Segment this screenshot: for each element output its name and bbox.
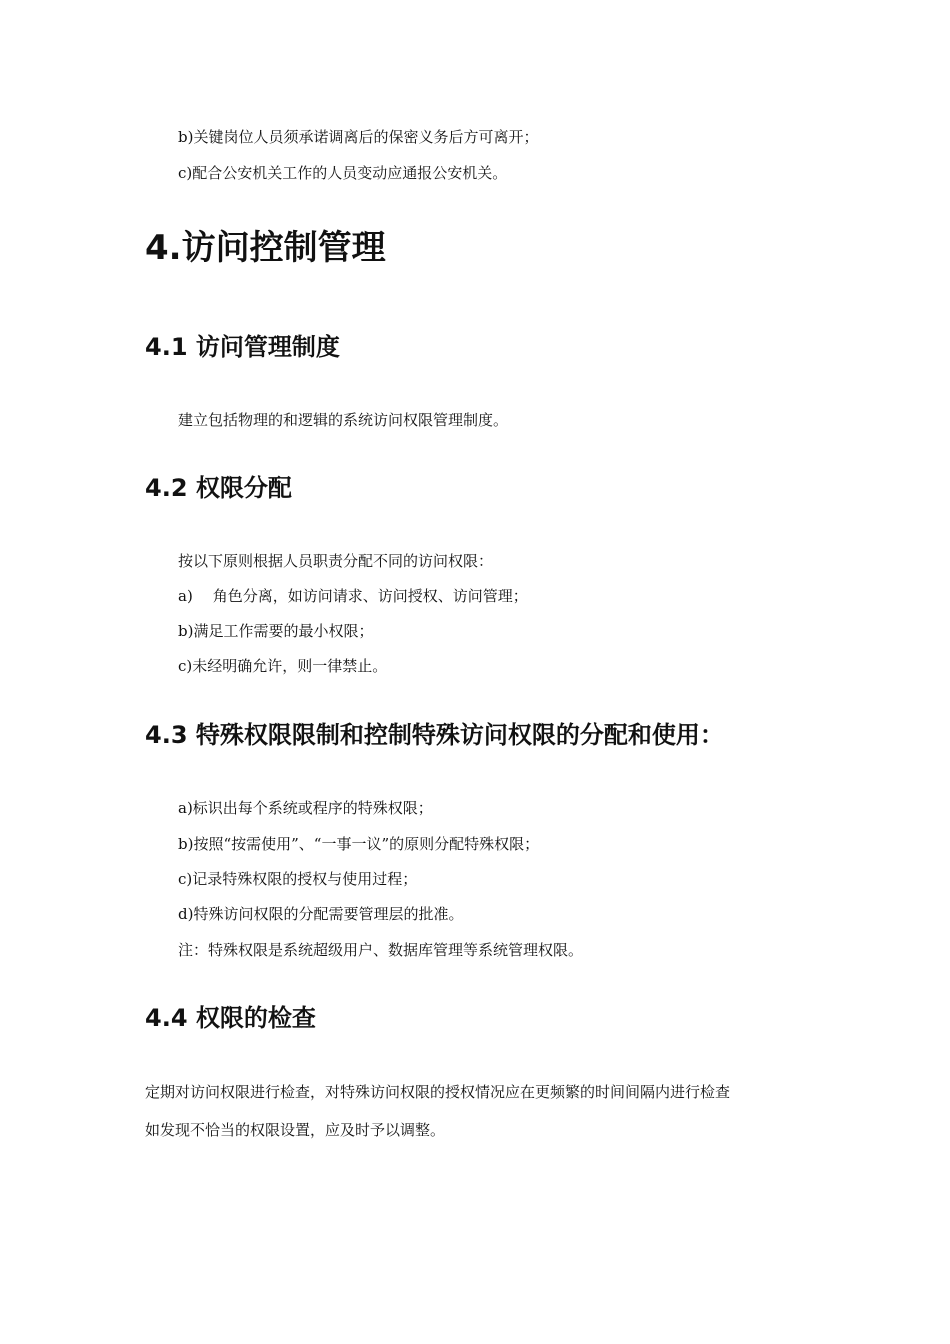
- list-item-c: c)配合公安机关工作的人员变动应通报公安机关。: [178, 164, 508, 182]
- list-item-b: b)按照“按需使用”、“一事一议”的原则分配特殊权限；: [178, 835, 540, 853]
- paragraph: 建立包括物理的和逻辑的系统访问权限管理制度。: [178, 411, 509, 429]
- paragraph-line: 如发现不恰当的权限设置，应及时予以调整。: [145, 1121, 446, 1139]
- list-item-a: [178, 586, 528, 606]
- chapter-title: 4.访问控制管理: [145, 228, 386, 268]
- section-heading-4-2: 4.2 权限分配: [145, 474, 292, 502]
- list-item-c: c)未经明确允许，则一律禁止。: [178, 657, 388, 675]
- list-item-b: b)满足工作需要的最小权限；: [178, 622, 374, 640]
- list-item-b: b)关键岗位人员须承诺调离后的保密义务后方可离开；: [178, 128, 539, 146]
- list-label: a): [178, 587, 193, 605]
- section-heading-4-1: 4.1 访问管理制度: [145, 333, 340, 361]
- paragraph: 按以下原则根据人员职责分配不同的访问权限：: [178, 552, 494, 570]
- section-heading-4-3: 4.3 特殊权限限制和控制特殊访问权限的分配和使用：: [145, 721, 724, 749]
- list-item-c: c)记录特殊权限的授权与使用过程；: [178, 870, 418, 888]
- list-item-a: a)标识出每个系统或程序的特殊权限；: [178, 799, 433, 817]
- section-heading-4-4: 4.4 权限的检查: [145, 1004, 316, 1032]
- paragraph-line: 定期对访问权限进行检查，对特殊访问权限的授权情况应在更频繁的时间间隔内进行检查: [145, 1083, 731, 1101]
- list-item-d: d)特殊访问权限的分配需要管理层的批准。: [178, 905, 464, 923]
- note: 注：特殊权限是系统超级用户、数据库管理等系统管理权限。: [178, 941, 584, 959]
- list-text: 角色分离，如访问请求、访问授权、访问管理；: [212, 587, 528, 605]
